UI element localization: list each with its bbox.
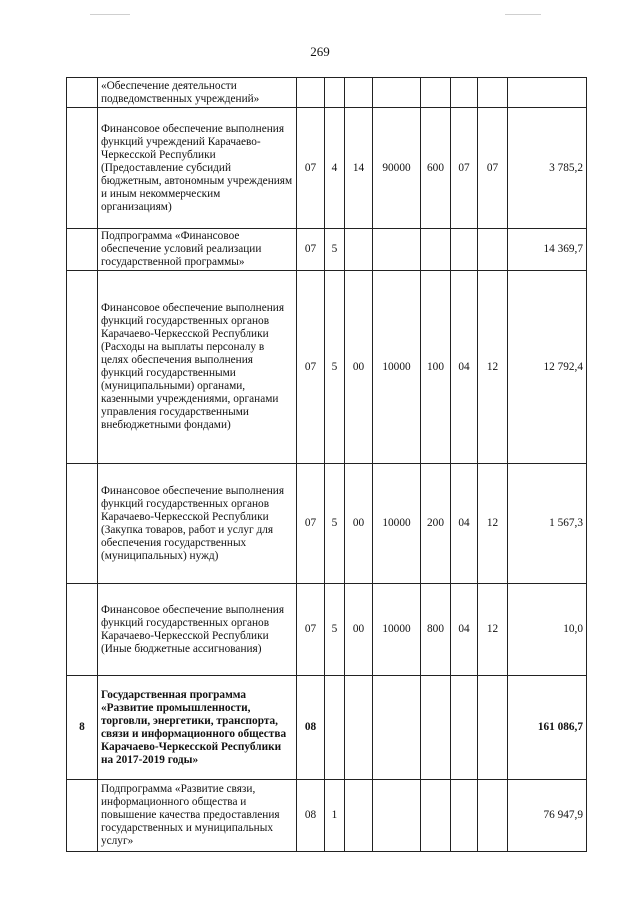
row-number — [67, 229, 98, 271]
code-subprogram: 5 — [325, 584, 345, 676]
code-section: 07 — [451, 108, 478, 229]
table-row — [67, 584, 587, 676]
row-name: Финансовое обеспечение выполнения функций государственных органов Карачаево-Черкесской Республики (Иные бюджетные ассигнования) — [98, 584, 297, 676]
code-subsection — [478, 78, 508, 108]
code-subsection — [478, 229, 508, 271]
code-subsection: 12 — [478, 584, 508, 676]
code-subprogram: 4 — [325, 108, 345, 229]
code-expense-type — [421, 676, 451, 780]
row-number — [67, 271, 98, 464]
code-section: 04 — [451, 464, 478, 584]
code-expense-type: 100 — [421, 271, 451, 464]
table-row — [67, 464, 587, 584]
table-row — [67, 108, 587, 229]
code-measure — [345, 780, 373, 852]
budget-table — [66, 77, 587, 852]
code-subprogram — [325, 78, 345, 108]
code-section: 04 — [451, 584, 478, 676]
row-number: 8 — [67, 676, 98, 780]
code-program: 08 — [297, 676, 325, 780]
code-section — [451, 676, 478, 780]
code-direction: 90000 — [373, 108, 421, 229]
code-subsection: 07 — [478, 108, 508, 229]
code-subsection — [478, 780, 508, 852]
code-measure: 00 — [345, 271, 373, 464]
row-name: Финансовое обеспечение выполнения функций государственных органов Карачаево-Черкесской Республики (Закупка товаров, работ и услуг для обеспечения государственных (муниципальных) нужд) — [98, 464, 297, 584]
row-amount — [508, 78, 587, 108]
code-expense-type — [421, 780, 451, 852]
row-number — [67, 108, 98, 229]
code-expense-type: 200 — [421, 464, 451, 584]
code-direction — [373, 78, 421, 108]
scan-artifact — [505, 14, 541, 15]
code-subsection: 12 — [478, 464, 508, 584]
code-measure: 00 — [345, 584, 373, 676]
row-name: Финансовое обеспечение выполнения функций государственных органов Карачаево-Черкесской Республики (Расходы на выплаты персоналу в целях обеспечения выполнения функций государственными (муниципальными) органами, казенными учреждениями, органами управления государственными внебюджетными фондами) — [98, 271, 297, 464]
table-row — [67, 780, 587, 852]
code-subprogram: 5 — [325, 229, 345, 271]
code-program: 07 — [297, 229, 325, 271]
row-amount: 76 947,9 — [508, 780, 587, 852]
row-amount: 3 785,2 — [508, 108, 587, 229]
code-measure — [345, 676, 373, 780]
code-section — [451, 78, 478, 108]
code-measure: 00 — [345, 464, 373, 584]
scan-artifact — [90, 14, 130, 15]
code-section — [451, 780, 478, 852]
table-row — [67, 78, 587, 108]
code-expense-type: 800 — [421, 584, 451, 676]
code-subsection: 12 — [478, 271, 508, 464]
code-measure — [345, 229, 373, 271]
code-direction: 10000 — [373, 464, 421, 584]
code-direction — [373, 229, 421, 271]
row-amount: 1 567,3 — [508, 464, 587, 584]
table-row — [67, 676, 587, 780]
code-direction — [373, 780, 421, 852]
row-amount: 161 086,7 — [508, 676, 587, 780]
row-name: Подпрограмма «Развитие связи, информационного общества и повышение качества предоставления государственных и муниципальных услуг» — [98, 780, 297, 852]
row-amount: 12 792,4 — [508, 271, 587, 464]
table-row — [67, 229, 587, 271]
code-program — [297, 78, 325, 108]
table-row — [67, 271, 587, 464]
code-program: 08 — [297, 780, 325, 852]
code-direction: 10000 — [373, 271, 421, 464]
code-subprogram: 5 — [325, 271, 345, 464]
code-direction — [373, 676, 421, 780]
row-name: Государственная программа «Развитие промышленности, торговли, энергетики, транспорта, связи и информационного общества Карачаево-Черкесской Республики на 2017-2019 годы» — [98, 676, 297, 780]
row-number — [67, 780, 98, 852]
code-section — [451, 229, 478, 271]
code-section: 04 — [451, 271, 478, 464]
row-number — [67, 584, 98, 676]
row-number — [67, 464, 98, 584]
code-subprogram: 1 — [325, 780, 345, 852]
code-subsection — [478, 676, 508, 780]
row-name: «Обеспечение деятельности подведомственных учреждений» — [98, 78, 297, 108]
code-program: 07 — [297, 464, 325, 584]
code-expense-type — [421, 78, 451, 108]
row-number — [67, 78, 98, 108]
code-direction: 10000 — [373, 584, 421, 676]
code-expense-type — [421, 229, 451, 271]
code-subprogram: 5 — [325, 464, 345, 584]
code-measure: 14 — [345, 108, 373, 229]
code-program: 07 — [297, 108, 325, 229]
code-expense-type: 600 — [421, 108, 451, 229]
code-program: 07 — [297, 584, 325, 676]
row-name: Подпрограмма «Финансовое обеспечение условий реализации государственной программы» — [98, 229, 297, 271]
row-amount: 14 369,7 — [508, 229, 587, 271]
code-program: 07 — [297, 271, 325, 464]
row-name: Финансовое обеспечение выполнения функций учреждений Карачаево-Черкесской Республики (Предоставление субсидий бюджетным, автономным учреждениям и иным некоммерческим организациям) — [98, 108, 297, 229]
row-amount: 10,0 — [508, 584, 587, 676]
page-number: 269 — [310, 44, 330, 59]
code-measure — [345, 78, 373, 108]
code-subprogram — [325, 676, 345, 780]
